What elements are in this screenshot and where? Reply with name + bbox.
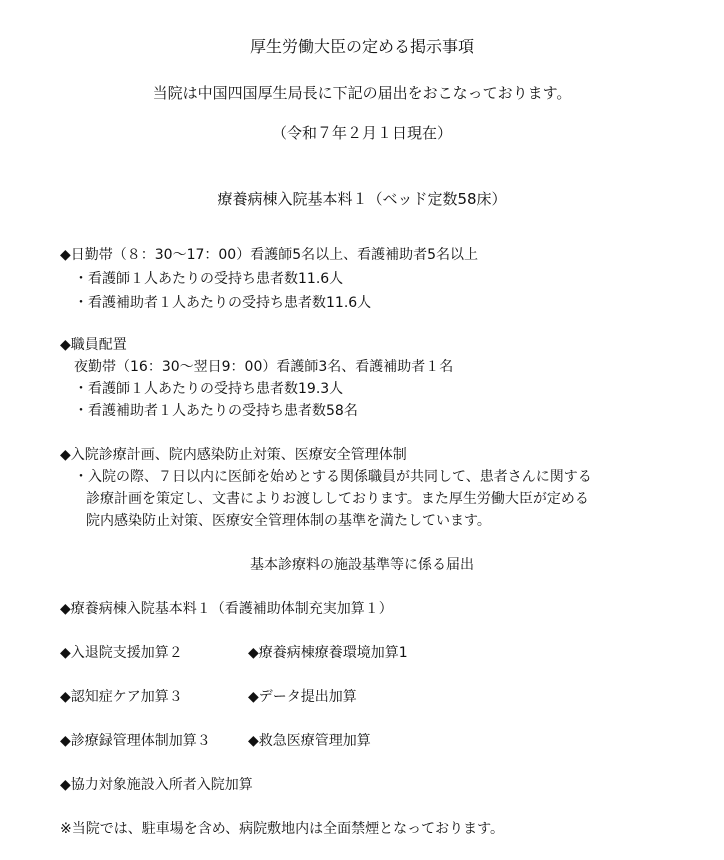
filing-statement: 当院は中国四国厚生局長に下記の届出をおこなっております。 bbox=[152, 84, 572, 102]
night-shift-nurse-ratio: ・看護師１人あたりの受持ち患者数19.3人 bbox=[74, 381, 344, 397]
ward-heading: 療養病棟入院基本料１（ベッド定数58床） bbox=[217, 190, 507, 208]
plans-heading: ◆入院診療計画、院内感染防止対策、医療安全管理体制 bbox=[60, 447, 407, 463]
plans-line-2: 診療計画を策定し、文書によりお渡ししております。また厚生労働大臣が定める bbox=[86, 491, 589, 507]
night-shift-assistant-ratio: ・看護補助者１人あたりの受持ち患者数58名 bbox=[74, 403, 358, 419]
day-shift-heading: ◆日勤帯（８：30〜17：00）看護師5名以上、看護補助者5名以上 bbox=[60, 247, 479, 263]
as-of-date: （令和７年２月１日現在） bbox=[271, 124, 452, 142]
plans-line-3: 院内感染防止対策、医療安全管理体制の基準を満たしています。 bbox=[86, 513, 491, 529]
night-shift-line: 夜勤帯（16：30〜翌日9：00）看護師3名、看護補助者１名 bbox=[74, 359, 454, 375]
facility-item: ◆入退院支援加算２ bbox=[60, 645, 183, 661]
staffing-heading: ◆職員配置 bbox=[60, 337, 127, 353]
facility-item: ◆救急医療管理加算 bbox=[248, 733, 371, 749]
facility-item: ◆認知症ケア加算３ bbox=[60, 689, 183, 705]
facility-item: ◆診療録管理体制加算３ bbox=[60, 733, 211, 749]
facility-item: ◆療養病棟入院基本料１（看護補助体制充実加算１） bbox=[60, 601, 393, 617]
facility-item: ◆療養病棟療養環境加算1 bbox=[248, 645, 408, 661]
facility-item: ◆データ提出加算 bbox=[248, 689, 357, 705]
no-smoking-note: ※当院では、駐車場を含め、病院敷地内は全面禁煙となっております。 bbox=[60, 821, 505, 837]
plans-line-1: ・入院の際、７日以内に医師を始めとする関係職員が共同して、患者さんに関する bbox=[74, 469, 592, 485]
day-shift-assistant-ratio: ・看護補助者１人あたりの受持ち患者数11.6人 bbox=[74, 295, 372, 311]
facility-heading: 基本診療料の施設基準等に係る届出 bbox=[250, 557, 474, 573]
day-shift-nurse-ratio: ・看護師１人あたりの受持ち患者数11.6人 bbox=[74, 271, 344, 287]
facility-item: ◆協力対象施設入所者入院加算 bbox=[60, 777, 253, 793]
page-title: 厚生労働大臣の定める掲示事項 bbox=[249, 37, 474, 56]
